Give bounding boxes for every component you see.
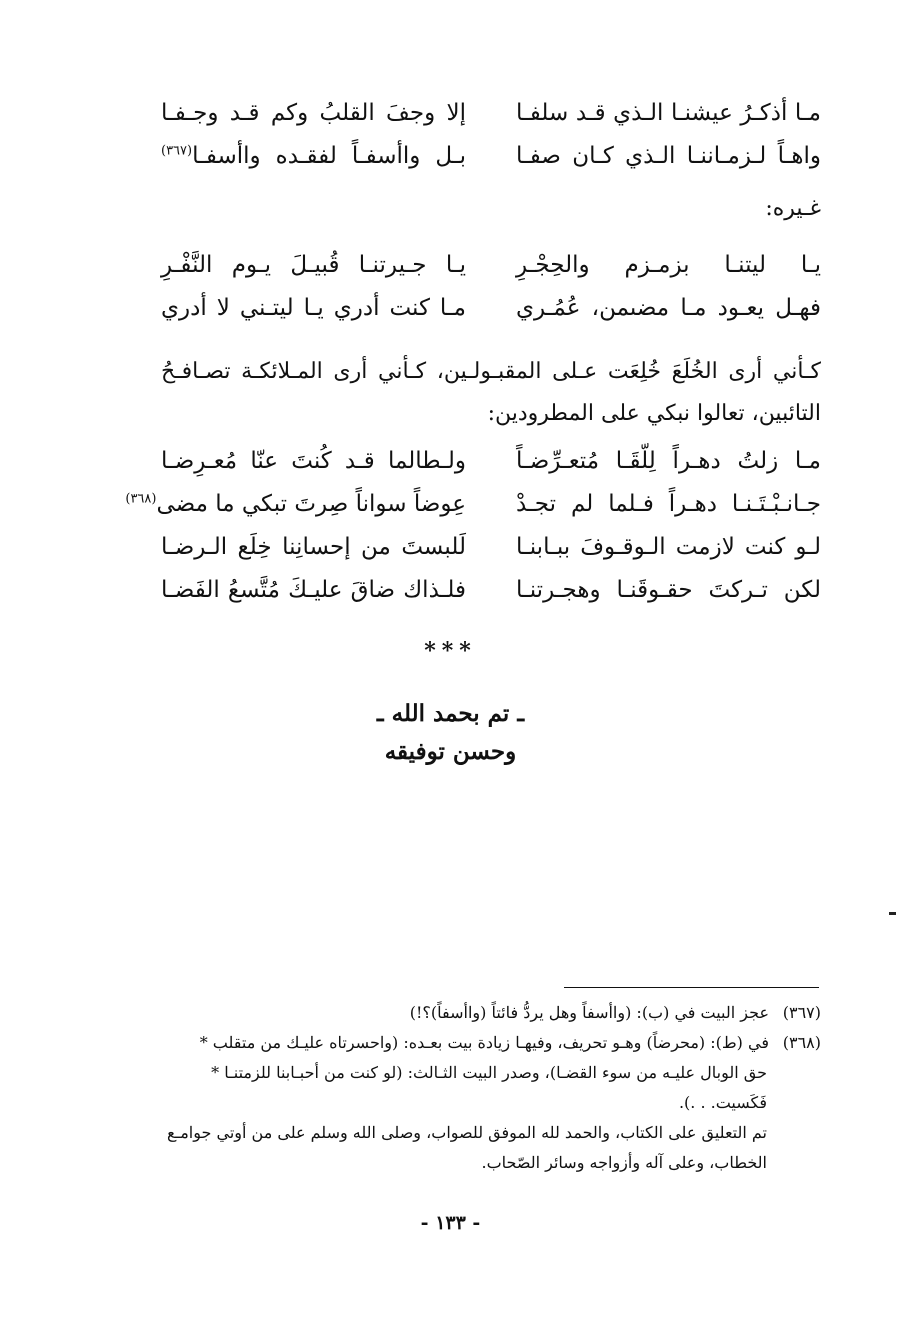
verse-first-hemistich: فهـل يعـود مـا مضىمن، عُمُـري <box>516 295 821 321</box>
poem-2 <box>161 252 821 338</box>
intro-other-poet: غـيره: <box>765 196 821 221</box>
prose-line: التائبين، تعالوا نبكي على المطرودين: <box>487 401 821 426</box>
footnote-367 <box>141 998 821 1028</box>
poem-1 <box>161 100 821 186</box>
verse-second-hemistich: لَلبستَ من إحسانِنا خِلَع الـرضـا <box>161 534 466 560</box>
footnote-number: (٣٦٨) <box>782 1033 821 1052</box>
footnote-368-continuation: حق الوبال عليـه من سوء القضـا)، وصدر البيت الثـالث: (لو كنت من أحبـابنا للزمتنـا * <box>211 1063 767 1082</box>
colophon-line: تم التعليق على الكتاب، والحمد لله الموفق للصواب، وصلى الله وسلم على من أوتي جوامـع <box>167 1123 767 1142</box>
verse-second-hemistich: فلـذاك ضاقَ عليـكَ مُتَّسعُ الفَضـا <box>161 577 466 603</box>
footnote-reference-367[interactable]: (٣٦٧) <box>161 143 193 159</box>
footnote-text: في (ط): (محرضاً) وهـو تحريف، وفيهـا زيادة بيت بعـده: (واحسرتاه عليـك من متقلب * <box>199 1033 769 1052</box>
poem-3 <box>125 448 821 620</box>
footnote-text: عجز البيت في (ب): (واأسفاً وهل يردُّ فائتاً (واأسفاً)؟!) <box>409 1003 769 1022</box>
poem-3-verse-2 <box>125 491 821 534</box>
footnote-reference-368[interactable]: (٣٦٨) <box>125 491 157 507</box>
poem-2-verse-1 <box>161 252 821 295</box>
poem-3-verse-3 <box>161 534 821 577</box>
scan-artifact <box>889 912 896 915</box>
poem-3-verse-4 <box>161 577 821 620</box>
verse-text: بـل واأسفـاً لفقـده واأسفـا <box>192 143 466 169</box>
colophon-line: الخطاب، وعلى آله وأزواجه وسائر الصّحاب. <box>481 1153 767 1172</box>
verse-second-hemistich: يـا جـيرتنـا قُبيـلَ يـوم النَّفْـرِ <box>161 252 466 278</box>
verse-second-hemistich <box>161 143 466 169</box>
verse-text: عِوضاً سواناً صِرتَ تبكي ما مضى <box>156 491 466 517</box>
verse-first-hemistich: مـا أذكـرُ عيشنـا الـذي قـد سلفـا <box>516 100 821 126</box>
verse-second-hemistich: مـا كنت أدري يـا ليتـني لا أدري <box>161 295 466 321</box>
footnote-368 <box>141 1028 821 1058</box>
verse-second-hemistich: ولـطالما قـد كُنتَ عنّا مُعـرِضـا <box>161 448 466 474</box>
closing-line-2: وحسن توفيقه <box>384 738 517 765</box>
footnote-divider <box>564 987 819 988</box>
verse-first-hemistich: واهـاً لـزمـاننـا الـذي كـان صفـا <box>516 143 821 169</box>
prose-paragraph <box>161 351 821 435</box>
section-separator: *** <box>424 638 477 664</box>
poem-3-verse-1 <box>161 448 821 491</box>
page-number: - ١٣٣ - <box>420 1212 481 1234</box>
poem-1-verse-2 <box>161 143 821 186</box>
verse-second-hemistich <box>125 491 466 517</box>
verse-first-hemistich: لكن تـركتَ حقـوقَنـا وهجـرتنـا <box>516 577 821 603</box>
closing-line-1: ـ تم بحمد الله ـ <box>376 700 525 727</box>
verse-first-hemistich: جـانـبْـتَـنـا دهـراً فـلما لم تجـدْ <box>516 491 821 517</box>
footnote-368-continuation: فَكَسيت. . .). <box>678 1093 767 1112</box>
verse-second-hemistich: إلا وجفَ القلبُ وكم قـد وجـفـا <box>161 100 466 126</box>
verse-first-hemistich: لـو كنت لازمت الـوقـوفَ ببـابنـا <box>516 534 821 560</box>
verse-first-hemistich: مـا زلتُ دهـراً لِلّقَـا مُتعـرِّضـاً <box>516 448 821 474</box>
footnotes <box>141 998 821 1178</box>
verse-first-hemistich: يـا ليتنـا بزمـزم والحِجْـرِ <box>516 252 821 278</box>
prose-line: كـأني أرى الخُلَعَ خُلِعَت عـلى المقبـولـين، كـأني أرى المـلائكـة تصـافـحُ <box>161 359 821 384</box>
footnote-number: (٣٦٧) <box>782 1003 821 1022</box>
poem-2-verse-2 <box>161 295 821 338</box>
poem-1-verse-1 <box>161 100 821 143</box>
